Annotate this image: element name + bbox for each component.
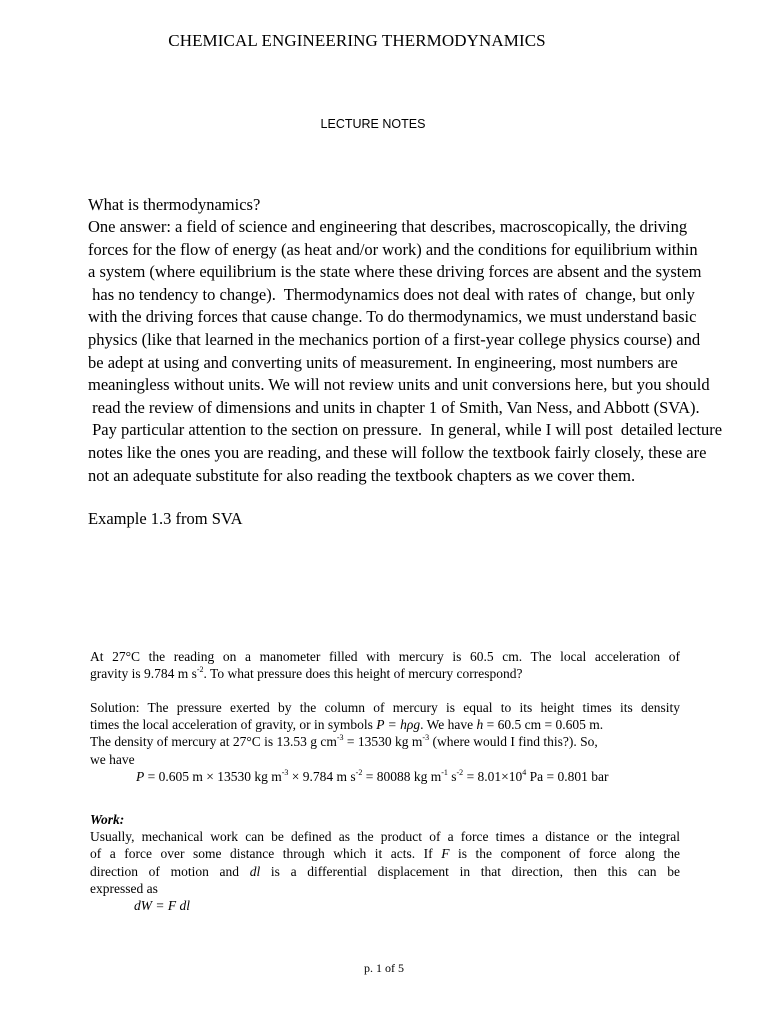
problem-line: [90, 665, 680, 682]
exponent: -1: [441, 767, 448, 777]
work-section: [90, 811, 680, 914]
variable-f: F: [441, 846, 450, 862]
solution-text: . We have: [420, 717, 477, 733]
page-number: p. 1 of 5: [364, 961, 404, 975]
exponent: -3: [422, 733, 430, 743]
document-title: CHEMICAL ENGINEERING THERMODYNAMICS: [168, 31, 546, 50]
equation-term: = 80088 kg m: [362, 768, 442, 784]
variable-dl: dl: [249, 863, 261, 879]
solution-line: we have: [90, 751, 135, 767]
work-equation-text: dW = F dl: [134, 898, 190, 914]
solution-text: = 13530 kg m: [343, 734, 423, 750]
solution-text: = 60.5 cm = 0.605 m.: [483, 717, 604, 733]
solution-text: (where would I find this?). So,: [429, 734, 598, 750]
exponent: -3: [336, 733, 344, 743]
formula-symbol: P = hρg: [376, 717, 421, 733]
work-line: expressed as: [90, 880, 158, 896]
equation-term: × 9.784 m s: [288, 768, 356, 784]
exponent: -2: [355, 767, 363, 777]
equation-term: s: [447, 768, 457, 784]
solution-text: times the local acceleration of gravity, or in symbols: [90, 717, 377, 733]
intro-line: with the driving forces that cause change. To do thermodynamics, we must understand basic: [88, 307, 697, 327]
variable-h: h: [476, 717, 484, 733]
intro-line: Pay particular attention to the section on pressure. In general, while I will post detailed lecture: [88, 420, 723, 440]
exponent: -2: [196, 665, 204, 675]
equation-term: = 8.01×10: [463, 768, 523, 784]
intro-line: One answer: a field of science and engineering that describes, macroscopically, the driving: [88, 217, 688, 236]
work-heading: [90, 811, 680, 828]
equation-term: = 0.605 m × 13530 kg m: [144, 768, 282, 784]
problem-text: gravity is 9.784 m s: [90, 666, 197, 682]
intro-line: physics (like that learned in the mechanics portion of a first-year college physics course) and: [88, 329, 701, 349]
work-text: is a differential displacement in that direction, then this can be: [260, 863, 680, 879]
equation-term: Pa = 0.801 bar: [526, 768, 609, 784]
exponent: -2: [456, 767, 464, 777]
intro-line: meaningless without units. We will not review units and unit conversions here, but you should: [88, 375, 710, 395]
exponent: 4: [522, 767, 527, 777]
solution-block: [90, 699, 680, 785]
variable-p: P: [136, 768, 145, 784]
work-line: [90, 863, 680, 880]
intro-paragraph: [88, 216, 768, 487]
intro-line: a system (where equilibrium is the state where these driving forces are absent and the system: [88, 262, 702, 282]
intro-line: notes like the ones you are reading, and these will follow the textbook fairly closely, these are: [88, 442, 707, 462]
example-heading: Example 1.3 from SVA: [88, 509, 243, 528]
problem-line: At 27°C the reading on a manometer filled with mercury is 60.5 cm. The local acceleration of: [90, 649, 680, 664]
intro-line: read the review of dimensions and units in chapter 1 of Smith, Van Ness, and Abbott (SVA).: [88, 397, 700, 417]
work-equation: [90, 897, 680, 914]
work-text: of a force over some distance through which it acts. If: [90, 846, 442, 862]
solution-line: [90, 733, 680, 750]
work-heading-text: Work:: [90, 812, 125, 827]
solution-line: [90, 716, 680, 733]
intro-line: be adept at using and converting units of measurement. In engineering, most numbers are: [88, 352, 678, 372]
problem-statement: [90, 648, 680, 682]
document-subtitle: LECTURE NOTES: [320, 117, 426, 131]
pressure-equation: [90, 768, 680, 785]
work-text: direction of motion and: [90, 863, 250, 879]
solution-text: The density of mercury at 27°C is 13.53 g cm: [90, 734, 337, 750]
problem-text: . To what pressure does this height of mercury correspond?: [203, 666, 523, 682]
work-line: Usually, mechanical work can be defined as the product of a force times a distance or the integral: [90, 829, 680, 845]
intro-line: has no tendency to change). Thermodynamics does not deal with rates of change, but only: [88, 284, 695, 304]
intro-line: not an adequate substitute for also reading the textbook chapters as we cover them.: [88, 465, 636, 485]
work-line: [90, 845, 680, 862]
intro-line: forces for the flow of energy (as heat and/or work) and the conditions for equilibrium within: [88, 239, 698, 259]
exponent: -3: [281, 767, 289, 777]
solution-line: Solution: The pressure exerted by the column of mercury is equal to its height times its density: [90, 700, 680, 715]
work-text: is the component of force along the: [449, 846, 680, 862]
intro-question: What is thermodynamics?: [88, 195, 261, 214]
